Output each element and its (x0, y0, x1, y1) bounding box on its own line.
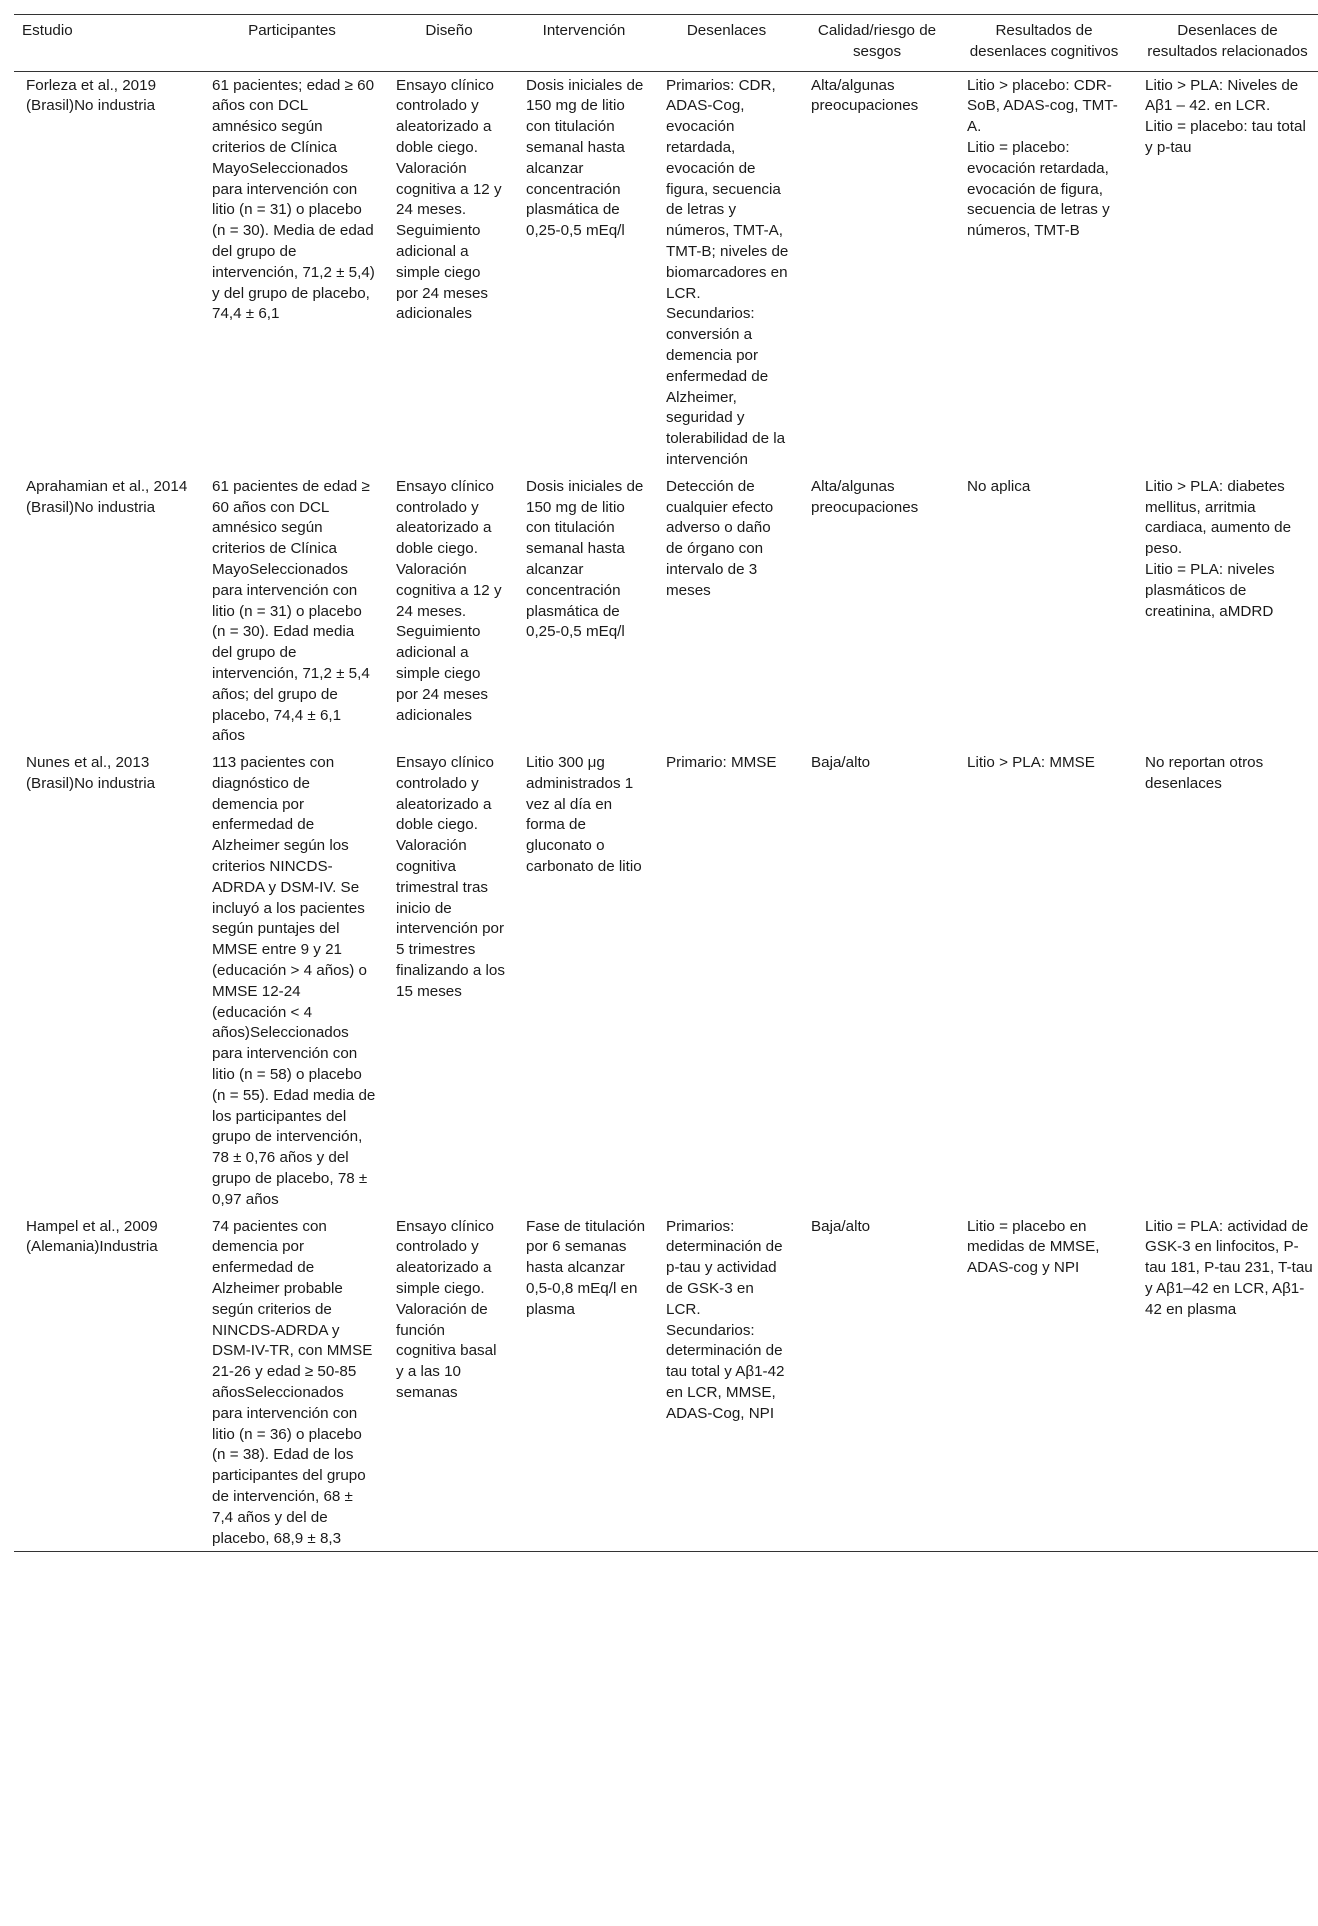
cell-diseno: Ensayo clínico controlado y aleatorizado a doble ciego. Valoración cognitiva a 12 y 24 meses. Seguimiento adicional a simple ciego por 24 meses adicionales (396, 477, 502, 724)
cell-desenlaces-relacionados: Litio > PLA: diabetes mellitus, arritmia cardiaca, aumento de peso. Litio = PLA: niveles plasmáticos de creatinina, aMDRD (1145, 477, 1292, 620)
table-header (14, 15, 1318, 72)
cell-resultados-cognitivos: Litio = placebo en medidas de MMSE, ADAS-cog y NPI (967, 1217, 1100, 1277)
cell-participantes: 113 pacientes con diagnóstico de demencia por enfermedad de Alzheimer según los criterios NINCDS-ADRDA y DSM-IV. Se incluyó a los pacientes según puntajes del MMSE entre 9 y 21 (educación > 4 años) o MMSE 12-24 (educación < 4 años)Seleccionados para intervención con litio (n = 58) o placebo (n = 55). Edad media de los participantes del grupo de intervención, 78 ± 0,76 años y del grupo de placebo, 78 ± 0,97 años (212, 754, 376, 1208)
cell-estudio: Nunes et al., 2013 (Brasil)No industria (26, 754, 156, 792)
lithium-studies-table (14, 14, 1318, 1552)
cell-participantes: 61 pacientes de edad ≥ 60 años con DCL amnésico según criterios de Clínica MayoSeleccionados para intervención con litio (n = 31) o placebo (n = 30). Edad media del grupo de intervención, 71,2 ± 5,4 años; del grupo de placebo, 74,4 ± 6,1 años (212, 477, 370, 745)
cell-estudio: Hampel et al., 2009 (Alemania)Industria (26, 1217, 158, 1256)
header-intervencion: Intervención (542, 22, 626, 39)
header-calidad: Calidad/riesgo de sesgos (817, 22, 937, 60)
cell-calidad: Baja/alto (811, 1217, 871, 1235)
cell-participantes: 74 pacientes con demencia por enfermedad de Alzheimer probable según criterios de NINCDS-ADRDA y DSM-IV-TR, con MMSE 21-26 y edad ≥ 50-85 añosSeleccionados para intervención con litio (n = 36) o placebo (n = 38). Edad de los participantes del grupo de intervención, 68 ± 7,4 años y del de placebo, 68,9 ± 8,3 (212, 1217, 373, 1547)
cell-diseno: Ensayo clínico controlado y aleatorizado a simple ciego. Valoración de función cognitiva basal y a las 10 semanas (396, 1217, 497, 1401)
cell-intervencion: Litio 300 μg administrados 1 vez al día en forma de gluconato o carbonato de litio (526, 754, 642, 876)
header-desenlaces-relacionados: Desenlaces de resultados relacionados (1147, 22, 1308, 60)
cell-desenlaces: Primarios: determinación de p-tau y actividad de GSK-3 en LCR. Secundarios: determinación de tau total y Aβ1-42 en LCR, MMSE, ADAS-Cog, NPI (666, 1217, 785, 1422)
cell-desenlaces: Primarios: CDR, ADAS-Cog, evocación retardada, evocación de figura, secuencia de letras y números, TMT-A, TMT-B; niveles de biomarcadores en LCR. Secundarios: conversión a demencia por enfermedad de Alzheimer, seguridad y tolerabilidad de la intervención (666, 76, 789, 468)
cell-diseno: Ensayo clínico controlado y aleatorizado a doble ciego. Valoración cognitiva trimestral tras inicio de intervención por 5 trimestres finalizando a los 15 meses (396, 754, 505, 1000)
cell-estudio: Forleza et al., 2019 (Brasil)No industria (26, 76, 157, 115)
header-participantes: Participantes (248, 22, 336, 39)
header-diseno: Diseño (425, 22, 473, 39)
cell-intervencion: Dosis iniciales de 150 mg de litio con titulación semanal hasta alcanzar concentración plasmática de 0,25-0,5 mEq/l (526, 76, 644, 240)
cell-calidad: Alta/algunas preocupaciones (811, 76, 919, 115)
table-row (14, 473, 1318, 749)
cell-resultados-cognitivos: No aplica (967, 477, 1031, 495)
cell-participantes: 61 pacientes; edad ≥ 60 años con DCL amnésico según criterios de Clínica MayoSeleccionados para intervención con litio (n = 31) o placebo (n = 30). Media de edad del grupo de intervención, 71,2 ± 5,4) y del grupo de placebo, 74,4 ± 6,1 (212, 76, 375, 323)
header-resultados-cognitivos: Resultados de desenlaces cognitivos (969, 22, 1119, 60)
header-estudio: Estudio (22, 22, 73, 39)
cell-desenlaces-relacionados: No reportan otros desenlaces (1145, 754, 1264, 792)
cell-desenlaces: Primario: MMSE (666, 754, 777, 772)
cell-desenlaces-relacionados: Litio = PLA: actividad de GSK-3 en linfocitos, P-tau 181, P-tau 231, T-tau y Aβ1–42 en LCR, Aβ1-42 en plasma (1145, 1217, 1313, 1318)
table-row (14, 71, 1318, 473)
table-row (14, 749, 1318, 1213)
cell-intervencion: Fase de titulación por 6 semanas hasta alcanzar 0,5-0,8 mEq/l en plasma (526, 1217, 646, 1318)
cell-resultados-cognitivos: Litio > PLA: MMSE (967, 754, 1095, 772)
table-row (14, 1213, 1318, 1552)
cell-desenlaces: Detección de cualquier efecto adverso o daño de órgano con intervalo de 3 meses (666, 477, 774, 599)
cell-intervencion: Dosis iniciales de 150 mg de litio con titulación semanal hasta alcanzar concentración plasmática de 0,25-0,5 mEq/l (526, 477, 644, 641)
cell-estudio: Aprahamian et al., 2014 (Brasil)No industria (26, 477, 188, 516)
cell-calidad: Baja/alto (811, 754, 871, 772)
cell-resultados-cognitivos: Litio > placebo: CDR-SoB, ADAS-cog, TMT-A. Litio = placebo: evocación retardada, evocación de figura, secuencia de letras y números, TMT-B (967, 76, 1118, 240)
header-row (14, 15, 1318, 72)
table-body (14, 71, 1318, 1552)
cell-diseno: Ensayo clínico controlado y aleatorizado a doble ciego. Valoración cognitiva a 12 y 24 meses. Seguimiento adicional a simple ciego por 24 meses adicionales (396, 76, 502, 323)
cell-calidad: Alta/algunas preocupaciones (811, 477, 919, 516)
header-desenlaces: Desenlaces (686, 22, 767, 39)
cell-desenlaces-relacionados: Litio > PLA: Niveles de Aβ1 – 42. en LCR. Litio = placebo: tau total y p-tau (1145, 76, 1306, 156)
